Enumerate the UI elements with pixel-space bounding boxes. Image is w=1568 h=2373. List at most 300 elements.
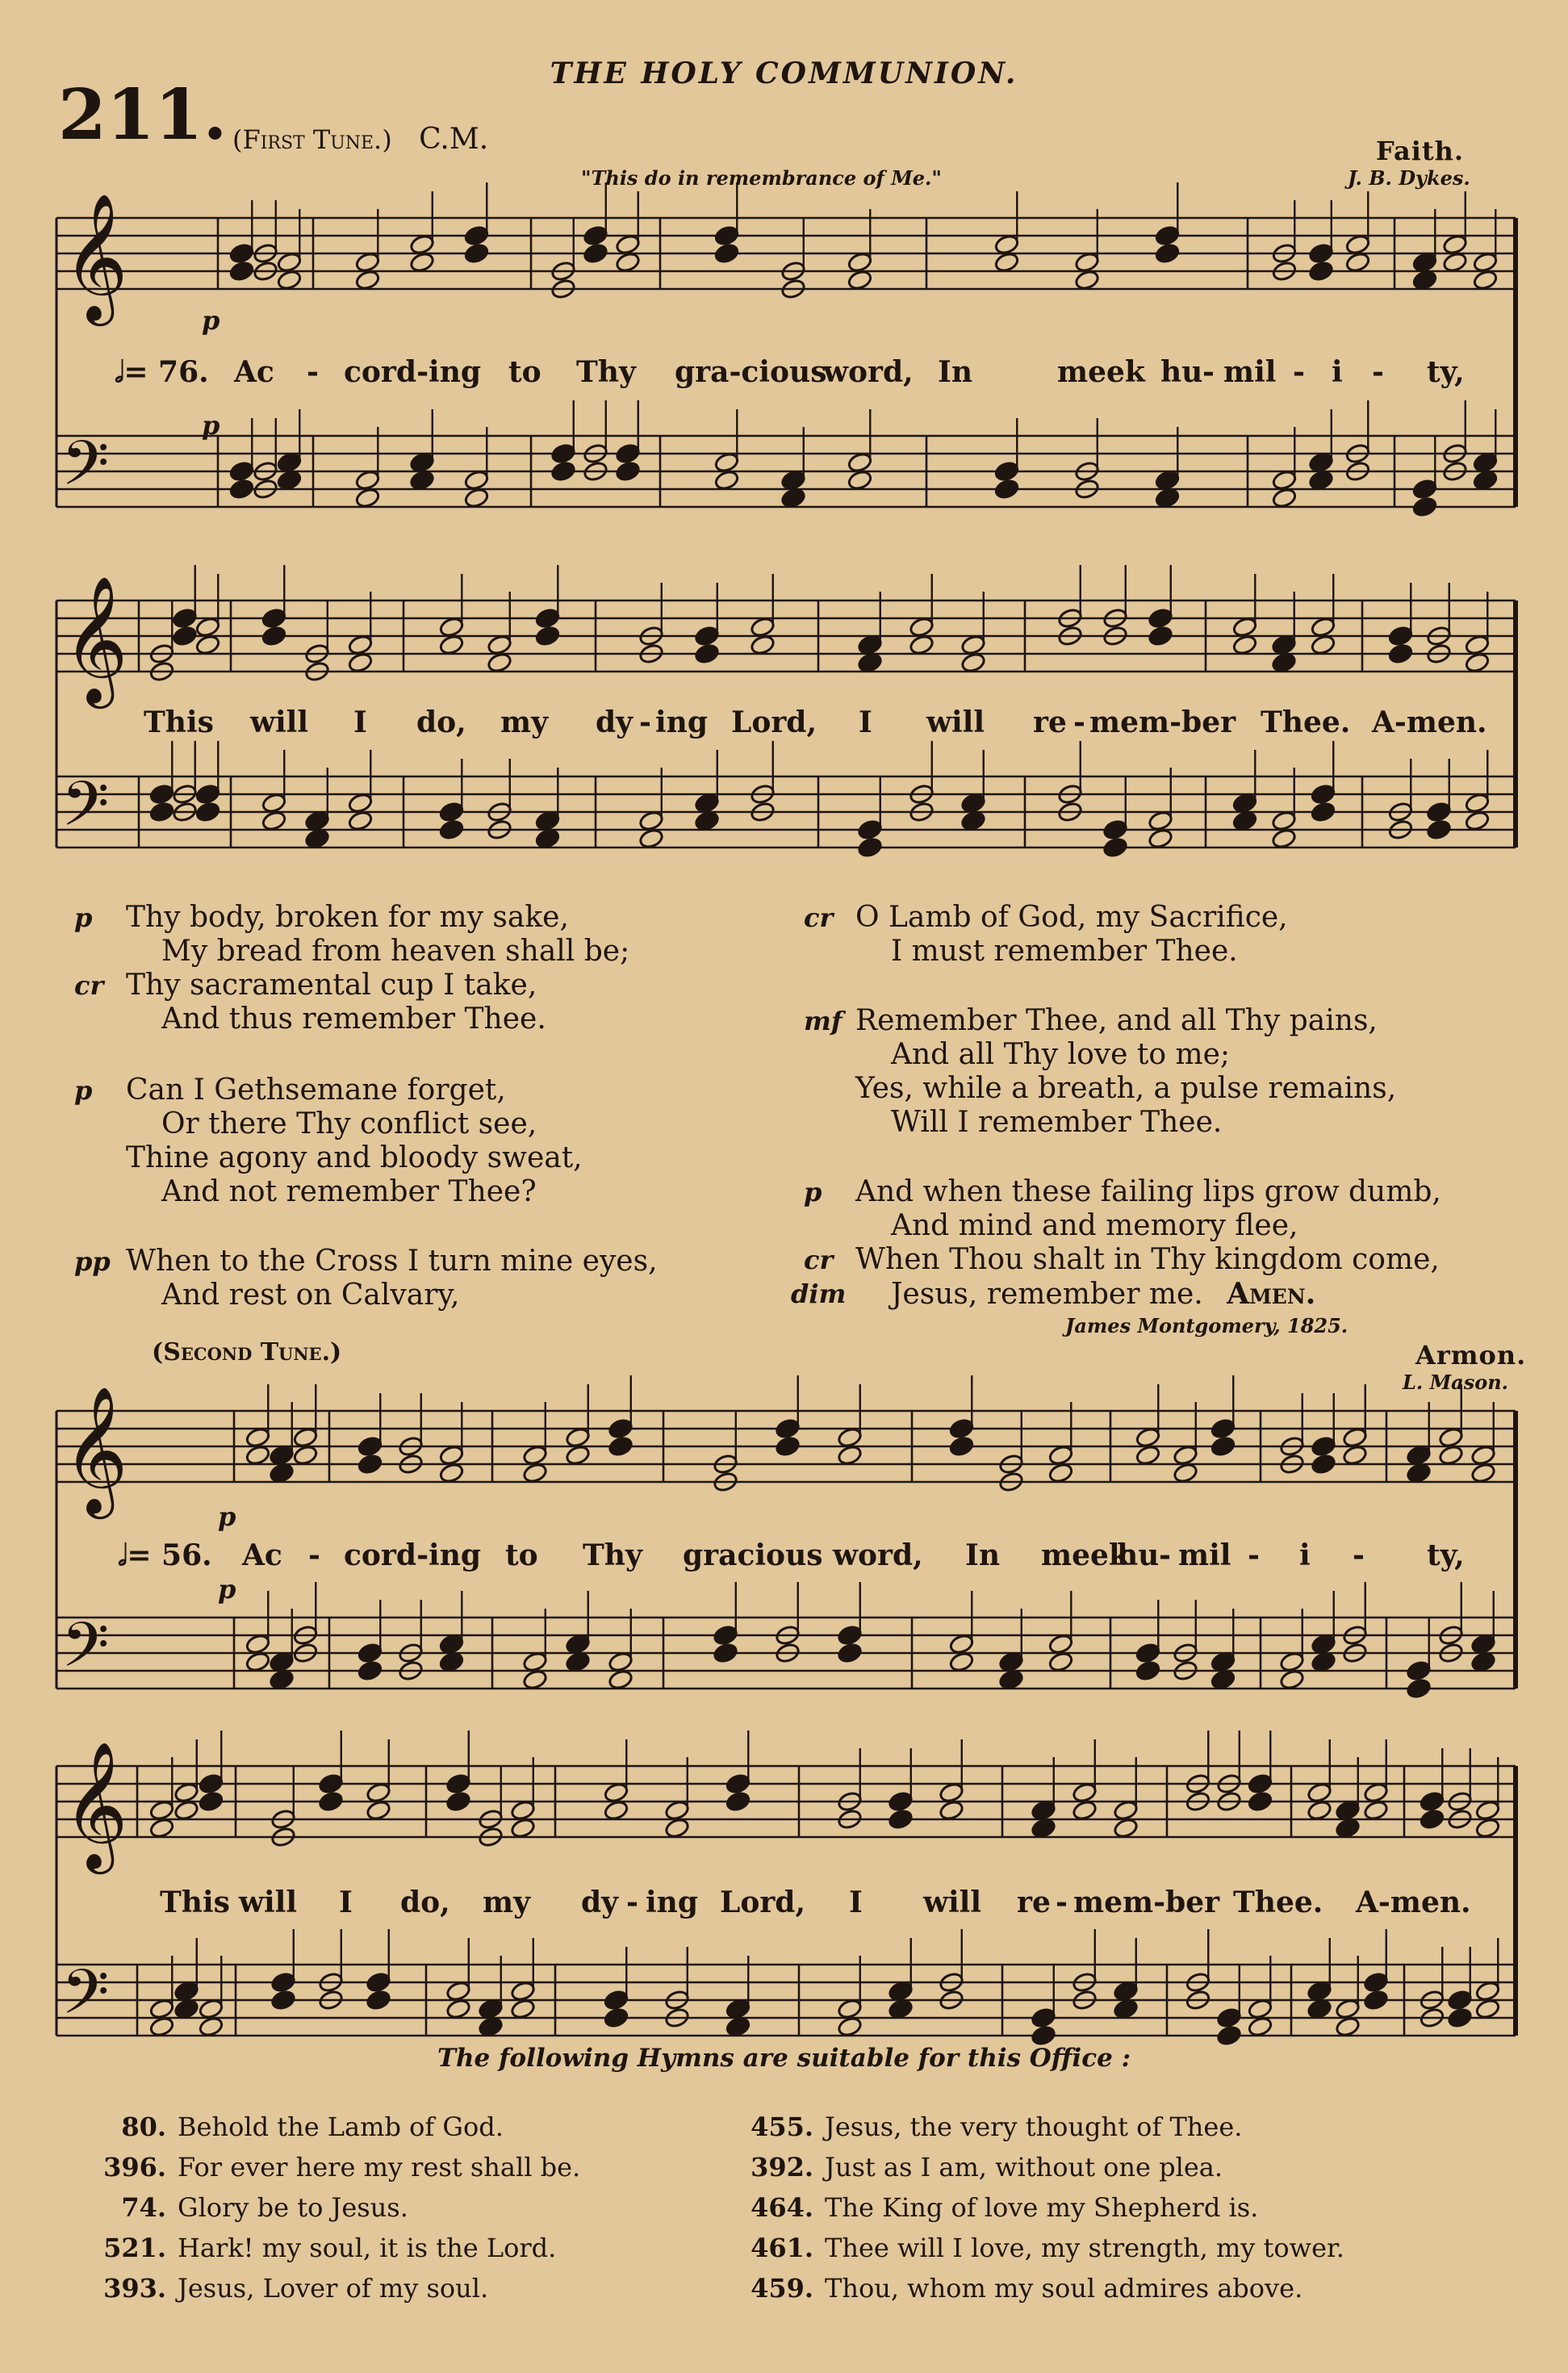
note-head <box>1464 651 1490 673</box>
note-head <box>1426 801 1452 822</box>
lyric-syllable: word, <box>823 355 914 389</box>
note-head <box>522 1668 548 1690</box>
note-head <box>857 818 883 840</box>
note-head <box>1442 251 1468 273</box>
verse-line: Thy body, broken for my sake, <box>126 901 569 934</box>
note-head <box>1335 1799 1361 1821</box>
note-head <box>993 460 1019 482</box>
verse-stanza <box>74 1074 583 1209</box>
lyric-syllable: mem-ber <box>1073 1885 1220 1919</box>
note-head <box>1470 1444 1496 1466</box>
note-head <box>270 1989 296 2011</box>
note-head <box>194 783 220 805</box>
note-head <box>522 1462 548 1484</box>
note-head <box>857 651 883 673</box>
note-head <box>1470 1633 1496 1655</box>
note-head <box>463 469 489 491</box>
note-head <box>1231 634 1257 655</box>
note-head <box>1307 1980 1332 2002</box>
lyric-syllable: I <box>849 1885 863 1919</box>
note-head <box>276 469 302 491</box>
note-head <box>228 242 254 264</box>
note-head <box>148 783 174 805</box>
dynamic-mark: p <box>202 305 220 336</box>
note-head <box>857 634 883 655</box>
note-head <box>1406 1659 1432 1681</box>
note-head <box>1247 1772 1273 1794</box>
note-head <box>939 1781 964 1803</box>
note-head <box>837 1998 863 2019</box>
note-head <box>948 1633 974 1655</box>
lyric-syllable: - <box>1372 355 1384 389</box>
note-head <box>713 242 739 264</box>
note-head <box>960 634 986 655</box>
list-item: 74. Glory be to Jesus. <box>121 2192 408 2223</box>
list-item: 393. Jesus, Lover of my soul. <box>103 2273 489 2304</box>
tempo-mark-second: 𝅗𝅥= 56. <box>118 1538 212 1572</box>
lyric-syllable: re <box>1033 705 1067 739</box>
note-head <box>1419 1808 1445 1830</box>
lyric-syllable: gracious <box>683 1538 823 1572</box>
note-head <box>1047 1633 1073 1655</box>
lyric-syllable: dy <box>581 1885 619 1919</box>
note-head <box>228 460 254 482</box>
lyric-syllable: re <box>1017 1885 1051 1919</box>
note-head <box>487 634 512 655</box>
note-head <box>276 451 302 473</box>
first-tune-meter: C.M. <box>419 123 489 156</box>
note-head <box>148 1817 174 1839</box>
lyric-syllable: I <box>353 705 367 739</box>
note-head <box>1311 1453 1336 1475</box>
note-head <box>366 1799 391 1821</box>
list-item: 80. Behold the Lamb of God. <box>121 2111 504 2142</box>
note-head <box>174 1799 199 1821</box>
note-head <box>1363 1989 1389 2011</box>
dynamic-mark: cr <box>74 970 104 1001</box>
note-head <box>1210 1668 1236 1690</box>
verse-line: My bread from heaven shall be; <box>161 935 630 968</box>
note-head <box>960 651 986 673</box>
note-head <box>1308 242 1334 264</box>
note-head <box>269 1651 295 1672</box>
note-head <box>276 269 302 291</box>
list-item: 455. Jesus, the very thought of Thee. <box>751 2111 1243 2142</box>
note-head <box>1311 1633 1336 1655</box>
verse-stanza <box>804 1004 1397 1140</box>
note-head <box>198 1772 224 1794</box>
note-head <box>888 1808 914 1830</box>
note-head <box>463 224 489 246</box>
lyric-syllable: - <box>307 355 319 389</box>
note-head <box>1113 1980 1139 2002</box>
half-note-icon: 𝅗𝅥 <box>115 355 124 389</box>
lyric-syllable: my <box>483 1885 531 1919</box>
note-head <box>438 1462 464 1484</box>
amen-text: Amen. <box>1227 1277 1316 1311</box>
note-head <box>1148 607 1173 629</box>
list-item: 461. Thee will I love, my strength, my tower. <box>751 2233 1344 2263</box>
note-head <box>694 642 720 664</box>
half-note-icon: 𝅗𝅥 <box>118 1538 128 1572</box>
note-head <box>603 1799 629 1821</box>
note-head <box>1210 1651 1236 1672</box>
note-head <box>948 1651 974 1672</box>
note-head <box>245 1651 270 1672</box>
note-head <box>608 1651 633 1672</box>
note-head <box>1173 1444 1198 1466</box>
dynamic-mark: mf <box>804 1006 843 1036</box>
lyric-syllable: A-men. <box>1356 1885 1471 1919</box>
note-head <box>837 1444 863 1466</box>
note-head <box>1210 1435 1236 1457</box>
note-head <box>148 1998 174 2019</box>
note-head <box>1447 2007 1473 2028</box>
lyric-syllable: hu <box>1117 1538 1160 1572</box>
lyric-syllable: Thy <box>576 355 636 389</box>
list-item: 521. Hark! my soul, it is the Lord. <box>103 2233 557 2263</box>
note-head <box>1148 810 1173 831</box>
note-head <box>261 810 286 831</box>
note-head <box>510 1817 536 1839</box>
list-item: 459. Thou, whom my soul admires above. <box>751 2273 1303 2304</box>
note-head <box>438 1651 464 1672</box>
note-head <box>1387 625 1413 647</box>
note-head <box>148 1799 174 1821</box>
lyric-syllable: word, <box>833 1538 923 1572</box>
note-head <box>198 1790 224 1812</box>
hymn-number: 211. <box>58 74 228 156</box>
note-head <box>565 1444 591 1466</box>
verse-stanza <box>804 901 1288 969</box>
note-head <box>1135 1444 1160 1466</box>
note-head <box>948 1417 974 1439</box>
note-head <box>713 451 739 473</box>
note-head <box>1308 451 1334 473</box>
note-head <box>534 607 560 629</box>
note-head <box>775 1435 801 1457</box>
lyric-syllable: A-men. <box>1372 705 1487 739</box>
note-head <box>725 1998 751 2019</box>
note-head <box>909 616 935 638</box>
note-head <box>409 451 435 473</box>
note-head <box>228 478 254 500</box>
note-head <box>1310 634 1336 655</box>
note-head <box>1474 1799 1500 1821</box>
note-head <box>1344 251 1370 273</box>
dynamic-mark: pp <box>74 1246 111 1277</box>
note-head <box>550 460 576 482</box>
dynamic-mark: p <box>74 1075 93 1106</box>
note-head <box>445 1998 471 2019</box>
lyric-syllable: mil <box>1223 355 1277 389</box>
note-head <box>1031 1817 1056 1839</box>
note-head <box>694 810 720 831</box>
lyric-syllable: do, <box>416 705 466 739</box>
note-head <box>1135 1659 1160 1681</box>
dynamic-mark: p <box>804 1177 822 1207</box>
note-head <box>1474 1817 1500 1839</box>
lyric-syllable: meek <box>1041 1538 1129 1572</box>
note-head <box>1387 642 1413 664</box>
list-item: 392. Just as I am, without one plea. <box>751 2152 1223 2183</box>
note-head <box>445 1772 471 1794</box>
note-head <box>318 1772 344 1794</box>
note-head <box>245 1426 270 1448</box>
note-head <box>174 1998 199 2019</box>
note-head <box>1135 1426 1160 1448</box>
note-head <box>909 634 935 655</box>
note-head <box>960 810 986 831</box>
note-head <box>270 1971 296 1993</box>
note-head <box>1113 1998 1139 2019</box>
note-head <box>409 251 435 273</box>
note-head <box>1342 1444 1368 1466</box>
note-head <box>261 625 286 647</box>
note-head <box>1464 810 1490 831</box>
note-head <box>445 1980 471 2002</box>
note-head <box>694 792 720 814</box>
note-head <box>1113 1799 1139 1821</box>
lyric-syllable: ing <box>655 705 709 739</box>
note-head <box>148 2015 174 2037</box>
note-head <box>638 827 664 849</box>
lyric-syllable: i <box>1299 1538 1311 1572</box>
note-head <box>228 260 254 282</box>
note-head <box>510 1980 536 2002</box>
note-head <box>1135 1642 1160 1664</box>
note-head <box>1031 2007 1056 2028</box>
note-head <box>354 269 380 291</box>
list-item: 396. For ever here my rest shall be. <box>103 2152 581 2183</box>
note-head <box>1472 269 1498 291</box>
lyric-syllable: Lord, <box>720 1885 805 1919</box>
note-head <box>993 251 1019 273</box>
note-head <box>1247 1998 1273 2019</box>
note-head <box>304 827 330 849</box>
verse-line: And mind and memory flee, <box>891 1209 1298 1242</box>
note-head <box>998 1668 1024 1690</box>
note-head <box>1247 1790 1273 1812</box>
dynamic-mark: p <box>218 1501 236 1532</box>
note-head <box>565 1426 591 1448</box>
verse-line: And all Thy love to me; <box>891 1038 1231 1071</box>
bass-clef-icon: 𝄢 <box>61 426 110 514</box>
lyric-syllable: - <box>1159 1538 1171 1572</box>
note-head <box>1411 496 1437 517</box>
note-head <box>1342 1426 1368 1448</box>
lyric-syllable: In <box>965 1538 1001 1572</box>
author-credit: James Montgomery, 1825. <box>1065 1314 1348 1337</box>
note-head <box>1247 2015 1273 2037</box>
note-head <box>1411 269 1437 291</box>
note-head <box>713 224 739 246</box>
lyric-syllable: Ac <box>234 355 274 389</box>
note-head <box>1411 478 1437 500</box>
note-head <box>172 625 198 647</box>
note-head <box>1442 233 1468 255</box>
lyric-syllable: to <box>508 355 541 389</box>
note-head <box>1307 1998 1332 2019</box>
note-head <box>1447 1989 1473 2011</box>
note-head <box>1363 1781 1389 1803</box>
note-head <box>438 1444 464 1466</box>
note-head <box>837 2015 863 2037</box>
note-head <box>357 1453 383 1475</box>
note-head <box>1072 1781 1098 1803</box>
note-head <box>1363 1799 1389 1821</box>
note-head <box>1271 651 1297 673</box>
note-head <box>960 792 986 814</box>
note-head <box>347 651 373 673</box>
lyric-syllable: will <box>239 1885 298 1919</box>
suitable-hymns-right <box>749 2111 1344 2313</box>
lyric-syllable: I <box>859 705 872 739</box>
verse-line: Will I remember Thee. <box>891 1106 1223 1139</box>
lyric-syllable: do, <box>400 1885 450 1919</box>
lyric-syllable: This <box>160 1885 230 1919</box>
note-head <box>1271 487 1297 508</box>
note-head <box>148 801 174 822</box>
lyric-syllable: - <box>308 1538 320 1572</box>
note-head <box>174 1781 199 1803</box>
note-head <box>847 251 872 273</box>
note-head <box>750 634 776 655</box>
note-head <box>1271 827 1297 849</box>
note-head <box>261 607 286 629</box>
lyric-syllable: dy <box>596 705 633 739</box>
lyric-syllable: will <box>250 705 309 739</box>
note-head <box>603 1781 629 1803</box>
verse-line: When to the Cross I turn mine eyes, <box>126 1245 658 1278</box>
note-head <box>837 1642 863 1664</box>
note-head <box>347 792 373 814</box>
note-head <box>1406 1444 1432 1466</box>
note-head <box>1310 616 1336 638</box>
note-head <box>608 1417 633 1439</box>
note-head <box>948 1435 974 1457</box>
note-head <box>847 269 872 291</box>
note-head <box>1307 1799 1332 1821</box>
note-head <box>1311 1435 1336 1457</box>
epigraph: "This do in remembrance of Me." <box>581 166 942 190</box>
note-head <box>1231 616 1257 638</box>
note-head <box>1113 1817 1139 1839</box>
note-head <box>1311 1651 1336 1672</box>
note-head <box>1148 625 1173 647</box>
lyric-syllable: to <box>505 1538 538 1572</box>
note-head <box>1438 1426 1464 1448</box>
note-head <box>194 634 220 655</box>
note-head <box>1470 1651 1496 1672</box>
note-head <box>366 1989 391 2011</box>
note-head <box>550 442 576 464</box>
note-head <box>1074 269 1100 291</box>
lyric-syllable: - <box>639 705 651 739</box>
lyric-syllable: - <box>1056 1885 1068 1919</box>
note-head <box>888 1998 914 2019</box>
note-head <box>939 1799 964 1821</box>
note-head <box>780 469 806 491</box>
verse-line: Thine agony and bloody sweat, <box>126 1141 583 1174</box>
note-head <box>292 1444 318 1466</box>
note-head <box>750 616 776 638</box>
note-head <box>1363 1971 1389 1993</box>
note-head <box>775 1417 801 1439</box>
verse-line: When Thou shalt in Thy kingdom come, <box>855 1243 1440 1276</box>
lyric-syllable: Thee. <box>1233 1885 1323 1919</box>
tempo-mark-first: 𝅗𝅥= 76. <box>115 355 209 389</box>
verse-stanza <box>74 901 630 1036</box>
note-head <box>478 2015 504 2037</box>
note-head <box>1031 1799 1056 1821</box>
note-head <box>366 1781 391 1803</box>
note-head <box>357 1642 383 1664</box>
note-head <box>615 233 641 255</box>
note-head <box>725 1790 751 1812</box>
first-tune-label: (First Tune.) <box>232 124 392 155</box>
note-head <box>438 818 464 840</box>
note-head <box>638 810 664 831</box>
note-head <box>993 478 1019 500</box>
lyric-syllable: In <box>938 355 973 389</box>
lyric-syllable: will <box>923 1885 982 1919</box>
note-head <box>1047 1651 1073 1672</box>
note-head <box>198 2015 224 2037</box>
verse-line: Yes, while a breath, a pulse remains, <box>855 1072 1397 1105</box>
note-head <box>837 1426 863 1448</box>
note-head <box>888 1980 914 2002</box>
note-head <box>172 607 198 629</box>
note-head <box>304 810 330 831</box>
verse-line: And thus remember Thee. <box>161 1002 546 1036</box>
note-head <box>888 1790 914 1812</box>
note-head <box>1231 810 1257 831</box>
note-head <box>357 1659 383 1681</box>
verse-line: And rest on Calvary, <box>161 1279 460 1312</box>
note-head <box>347 810 373 831</box>
treble-clef-icon: 𝄞 <box>63 1385 128 1514</box>
verse-line: And not remember Thee? <box>161 1175 537 1208</box>
bass-clef-icon: 𝄢 <box>61 767 110 855</box>
verse-line: Or there Thy conflict see, <box>161 1107 537 1140</box>
note-head <box>463 487 489 508</box>
note-head <box>1271 810 1297 831</box>
note-head <box>583 242 608 264</box>
note-head <box>1406 1677 1432 1699</box>
bass-clef-icon: 𝄢 <box>61 1955 110 2043</box>
note-head <box>1308 469 1334 491</box>
note-head <box>534 827 560 849</box>
note-head <box>1472 451 1498 473</box>
list-item: 464. The King of love my Shepherd is. <box>751 2192 1259 2223</box>
note-head <box>664 1817 690 1839</box>
dynamic-mark: p <box>202 410 220 441</box>
lyric-syllable: cord-ing <box>344 1538 482 1572</box>
note-head <box>487 651 512 673</box>
dynamic-mark: p <box>218 1574 236 1605</box>
note-head <box>725 1772 751 1794</box>
page-header: THE HOLY COMMUNION. <box>550 56 1018 90</box>
lyric-syllable: - <box>1202 355 1215 389</box>
suitable-hymns-left <box>102 2111 580 2313</box>
note-head <box>276 251 302 273</box>
note-head <box>522 1651 548 1672</box>
verse-line: Thy sacramental cup I take, <box>126 969 537 1002</box>
lyric-syllable: mil <box>1178 1538 1231 1572</box>
second-tune-composer: L. Mason. <box>1403 1371 1509 1394</box>
note-head <box>1464 792 1490 814</box>
